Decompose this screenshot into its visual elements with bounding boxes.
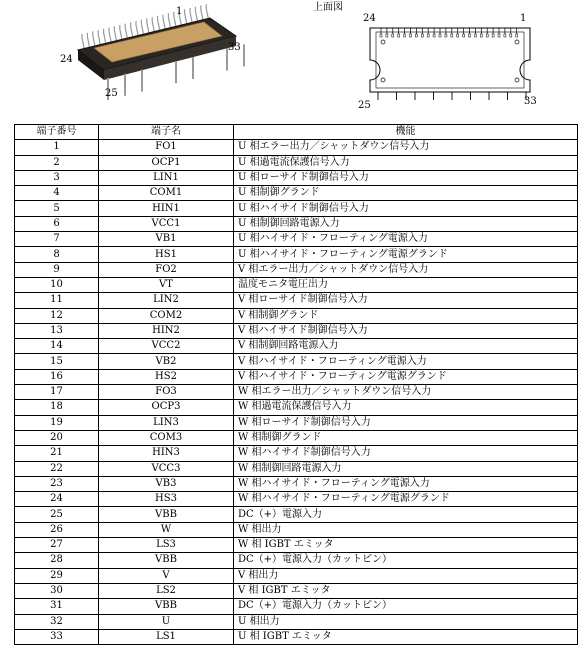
- pin-number-cell: 7: [15, 232, 99, 247]
- table-row: [15, 155, 578, 170]
- module-3d-drawing: [60, 4, 244, 100]
- pin-name-cell: LS3: [99, 538, 234, 553]
- pin-name-cell: VB1: [99, 232, 234, 247]
- top-view-pin-pad: [421, 34, 423, 37]
- pin-name-cell: VCC1: [99, 216, 234, 231]
- signal-pin: [147, 18, 149, 32]
- top-view-pin-pad: [415, 34, 417, 37]
- pin-name-cell: OCP3: [99, 400, 234, 415]
- top-view-pin-pad: [469, 34, 471, 37]
- signal-pin: [87, 33, 89, 47]
- signal-pin: [163, 15, 165, 29]
- table-row: [15, 629, 578, 644]
- function-cell: V 相ハイサイド・フローティング電源グランド: [234, 369, 578, 384]
- signal-pin: [158, 16, 160, 30]
- table-row: [15, 614, 578, 629]
- pin-name-cell: W: [99, 522, 234, 537]
- signal-pin: [201, 5, 203, 19]
- top-view-pin-pad: [398, 34, 400, 37]
- top-view-pin-pad: [433, 34, 435, 37]
- function-cell: U 相ローサイド制御信号入力: [234, 170, 578, 185]
- pin-number-cell: 5: [15, 201, 99, 216]
- top-view-inner-outline: [376, 32, 524, 88]
- table-row: [15, 568, 578, 583]
- table-row: [15, 277, 578, 292]
- mount-hole-mark: [381, 40, 385, 44]
- function-cell: V 相制御グランド: [234, 308, 578, 323]
- table-row: [15, 216, 578, 231]
- pin-number-cell: 23: [15, 476, 99, 491]
- pin-name-cell: U: [99, 614, 234, 629]
- table-row: [15, 522, 578, 537]
- top-view-pin-pad: [480, 34, 482, 37]
- pin-number-cell: 13: [15, 323, 99, 338]
- pin-number-cell: 20: [15, 430, 99, 445]
- top-view-pin-pad: [457, 34, 459, 37]
- pin-name-cell: VBB: [99, 553, 234, 568]
- function-cell: U 相制御グランド: [234, 186, 578, 201]
- pin-number-cell: 12: [15, 308, 99, 323]
- pin-name-cell: HS3: [99, 492, 234, 507]
- pin-number-cell: 15: [15, 354, 99, 369]
- pin-number-cell: 31: [15, 599, 99, 614]
- pin-name-cell: LS1: [99, 629, 234, 644]
- signal-pin: [185, 9, 187, 23]
- top-view-pin-pad: [486, 34, 488, 37]
- table-row: [15, 415, 578, 430]
- top-view-pin-pad: [516, 34, 518, 37]
- table-row: [15, 507, 578, 522]
- top-view-pin-pad: [498, 34, 500, 37]
- function-cell: U 相出力: [234, 614, 578, 629]
- table-body: [15, 140, 578, 645]
- pin-number-cell: 29: [15, 568, 99, 583]
- table-row: [15, 262, 578, 277]
- pin-number-cell: 28: [15, 553, 99, 568]
- pin-number-cell: 2: [15, 155, 99, 170]
- pin-name-cell: HS1: [99, 247, 234, 262]
- pin-number-cell: 4: [15, 186, 99, 201]
- signal-pin: [82, 34, 84, 48]
- pin-name-cell: VB3: [99, 476, 234, 491]
- pin-number-cell: 19: [15, 415, 99, 430]
- top-view-pin-pad: [492, 34, 494, 37]
- module-pin33-label: 33: [228, 42, 241, 53]
- top-view-signal-pins: [380, 28, 518, 37]
- table-row: [15, 583, 578, 598]
- pin-number-cell: 21: [15, 446, 99, 461]
- top-view-pin24-label: 24: [363, 13, 376, 24]
- table-row: [15, 201, 578, 216]
- table-row: [15, 308, 578, 323]
- pin-function-table: [14, 124, 578, 645]
- top-view-pin-pad: [504, 34, 506, 37]
- table-row: [15, 430, 578, 445]
- signal-pin: [141, 20, 143, 34]
- top-view-title: 上面図: [313, 2, 343, 13]
- function-cell: DC（+）電源入力（カットピン）: [234, 599, 578, 614]
- function-cell: 温度モニタ電圧出力: [234, 277, 578, 292]
- table-row: [15, 461, 578, 476]
- pin-name-cell: HIN3: [99, 446, 234, 461]
- package-figures: [0, 0, 579, 122]
- pin-number-cell: 14: [15, 339, 99, 354]
- function-cell: W 相ハイサイド・フローティング電源入力: [234, 476, 578, 491]
- table-row: [15, 323, 578, 338]
- function-cell: W 相制御グランド: [234, 430, 578, 445]
- table-row: [15, 232, 578, 247]
- pin-number-cell: 16: [15, 369, 99, 384]
- pin-name-cell: COM2: [99, 308, 234, 323]
- function-cell: U 相ハイサイド・フローティング電源グランド: [234, 247, 578, 262]
- pin-name-cell: OCP1: [99, 155, 234, 170]
- pin-number-cell: 8: [15, 247, 99, 262]
- function-cell: V 相出力: [234, 568, 578, 583]
- pin-number-cell: 33: [15, 629, 99, 644]
- pin-number-cell: 1: [15, 140, 99, 155]
- pin-name-cell: HIN1: [99, 201, 234, 216]
- top-view-pin-pad: [427, 34, 429, 37]
- table-row: [15, 538, 578, 553]
- pin-name-cell: FO2: [99, 262, 234, 277]
- function-cell: V 相エラー出力／シャットダウン信号入力: [234, 262, 578, 277]
- pin-name-cell: VB2: [99, 354, 234, 369]
- mount-hole-mark: [515, 40, 519, 44]
- function-cell: U 相ハイサイド・フローティング電源入力: [234, 232, 578, 247]
- pin-number-cell: 32: [15, 614, 99, 629]
- top-view-drawing: [313, 0, 537, 111]
- pin-name-cell: LIN1: [99, 170, 234, 185]
- table-row: [15, 400, 578, 415]
- pin-name-cell: LIN3: [99, 415, 234, 430]
- signal-pin: [136, 21, 138, 35]
- pin-number-cell: 24: [15, 492, 99, 507]
- table-row: [15, 553, 578, 568]
- module-pin24-label: 24: [60, 54, 73, 65]
- function-cell: U 相制御回路電源入力: [234, 216, 578, 231]
- pin-number-cell: 10: [15, 277, 99, 292]
- table-row: [15, 476, 578, 491]
- pin-name-cell: HIN2: [99, 323, 234, 338]
- top-view-pin-pad: [386, 34, 388, 37]
- signal-pin: [93, 31, 95, 45]
- pin-name-cell: FO1: [99, 140, 234, 155]
- header-pin-number: 端子番号: [15, 125, 99, 140]
- signal-pin: [152, 17, 154, 31]
- signal-pin: [125, 24, 127, 38]
- top-view-pin1-label: 1: [520, 13, 527, 24]
- function-cell: U 相ハイサイド制御信号入力: [234, 201, 578, 216]
- table-row: [15, 186, 578, 201]
- pin-name-cell: V: [99, 568, 234, 583]
- signal-pin: [114, 26, 116, 40]
- pin-name-cell: COM3: [99, 430, 234, 445]
- top-view-pin33-label: 33: [524, 96, 537, 107]
- table-row: [15, 247, 578, 262]
- mount-hole-mark: [381, 78, 385, 82]
- module-pin1-label: 1: [176, 6, 183, 17]
- function-cell: V 相ハイサイド・フローティング電源入力: [234, 354, 578, 369]
- function-cell: V 相 IGBT エミッタ: [234, 583, 578, 598]
- table-row: [15, 492, 578, 507]
- function-cell: V 相制御回路電源入力: [234, 339, 578, 354]
- pin-number-cell: 3: [15, 170, 99, 185]
- top-view-power-pins: [378, 92, 526, 100]
- module-pin25-label: 25: [105, 88, 118, 99]
- pin-name-cell: LIN2: [99, 293, 234, 308]
- pin-number-cell: 22: [15, 461, 99, 476]
- function-cell: V 相ハイサイド制御信号入力: [234, 323, 578, 338]
- pin-number-cell: 6: [15, 216, 99, 231]
- pin-name-cell: COM1: [99, 186, 234, 201]
- pin-name-cell: VBB: [99, 507, 234, 522]
- function-cell: W 相ハイサイド・フローティング電源グランド: [234, 492, 578, 507]
- pin-number-cell: 30: [15, 583, 99, 598]
- figures-area: [0, 0, 579, 122]
- signal-pin: [168, 13, 170, 27]
- pin-number-cell: 11: [15, 293, 99, 308]
- top-view-pin25-label: 25: [358, 100, 371, 111]
- top-view-pin-pad: [380, 34, 382, 37]
- function-cell: U 相過電流保護信号入力: [234, 155, 578, 170]
- top-view-outline: [370, 28, 530, 92]
- pin-name-cell: VCC2: [99, 339, 234, 354]
- header-function: 機能: [234, 125, 578, 140]
- function-cell: DC（+）電源入力: [234, 507, 578, 522]
- top-view-pin-pad: [404, 34, 406, 37]
- signal-pin: [104, 29, 106, 43]
- signal-pin: [206, 4, 208, 18]
- pin-name-cell: LS2: [99, 583, 234, 598]
- pin-name-cell: VBB: [99, 599, 234, 614]
- pin-name-cell: VT: [99, 277, 234, 292]
- table-row: [15, 140, 578, 155]
- signal-pin: [120, 25, 122, 39]
- pin-number-cell: 26: [15, 522, 99, 537]
- pin-number-cell: 25: [15, 507, 99, 522]
- pin-number-cell: 17: [15, 385, 99, 400]
- function-cell: W 相制御回路電源入力: [234, 461, 578, 476]
- signal-pin: [195, 7, 197, 21]
- signal-pin: [190, 8, 192, 22]
- table-row: [15, 385, 578, 400]
- top-view-pin-pad: [510, 34, 512, 37]
- pin-number-cell: 9: [15, 262, 99, 277]
- function-cell: W 相ハイサイド制御信号入力: [234, 446, 578, 461]
- table-row: [15, 170, 578, 185]
- function-cell: U 相 IGBT エミッタ: [234, 629, 578, 644]
- function-cell: W 相過電流保護信号入力: [234, 400, 578, 415]
- top-view-pin-pad: [451, 34, 453, 37]
- table-row: [15, 293, 578, 308]
- function-cell: V 相ローサイド制御信号入力: [234, 293, 578, 308]
- pin-number-cell: 27: [15, 538, 99, 553]
- function-cell: U 相エラー出力／シャットダウン信号入力: [234, 140, 578, 155]
- function-cell: W 相ローサイド制御信号入力: [234, 415, 578, 430]
- pin-name-cell: VCC3: [99, 461, 234, 476]
- function-cell: W 相出力: [234, 522, 578, 537]
- top-view-pin-pad: [410, 34, 412, 37]
- table-header-row: [15, 125, 578, 140]
- signal-pin: [109, 28, 111, 42]
- function-cell: W 相 IGBT エミッタ: [234, 538, 578, 553]
- header-pin-name: 端子名: [99, 125, 234, 140]
- table-row: [15, 354, 578, 369]
- top-view-pin-pad: [474, 34, 476, 37]
- top-view-pin-pad: [463, 34, 465, 37]
- function-cell: W 相エラー出力／シャットダウン信号入力: [234, 385, 578, 400]
- signal-pin: [131, 22, 133, 36]
- table-row: [15, 446, 578, 461]
- pin-name-cell: HS2: [99, 369, 234, 384]
- pin-name-cell: FO3: [99, 385, 234, 400]
- pin-number-cell: 18: [15, 400, 99, 415]
- mount-hole-mark: [515, 78, 519, 82]
- signal-pin: [98, 30, 100, 44]
- top-view-pin-pad: [439, 34, 441, 37]
- table-row: [15, 369, 578, 384]
- top-view-pin-pad: [445, 34, 447, 37]
- table-row: [15, 599, 578, 614]
- table-row: [15, 339, 578, 354]
- function-cell: DC（+）電源入力（カットピン）: [234, 553, 578, 568]
- top-view-pin-pad: [392, 34, 394, 37]
